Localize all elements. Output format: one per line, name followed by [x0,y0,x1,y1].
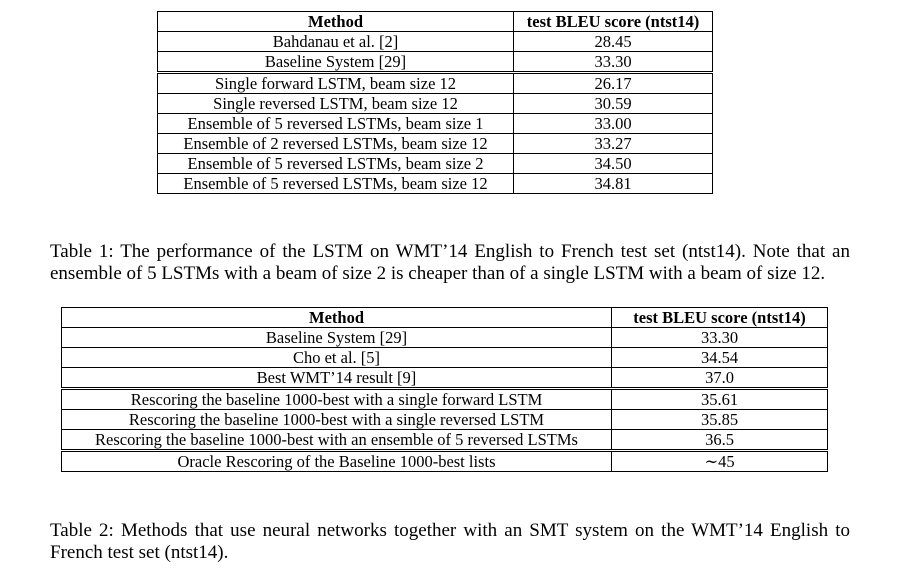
table-row [62,368,828,389]
score-cell: 34.50 [514,154,713,174]
method-cell: Baseline System [29] [158,52,514,73]
table-row [158,52,713,73]
table-row [62,430,828,451]
results-table-2 [61,307,828,472]
method-cell: Baseline System [29] [62,328,612,348]
score-cell: 35.85 [612,410,828,430]
method-cell: Rescoring the baseline 1000-best with a single reversed LSTM [62,410,612,430]
results-table-1 [157,11,713,194]
table-1-caption: Table 1: The performance of the LSTM on WMT’14 English to French test set (ntst14). Note that an ensemble of 5 LSTMs with a beam of size 2 is cheaper than of a single LSTM with a beam of size 12. [50,241,850,284]
method-cell: Cho et al. [5] [62,348,612,368]
table-row [158,114,713,134]
table-2-caption: Table 2: Methods that use neural networks together with an SMT system on the WMT’14 English to French test set (ntst14). [50,520,850,563]
score-cell: 30.59 [514,94,713,114]
score-cell: 33.00 [514,114,713,134]
table-header-row [62,308,828,328]
table-row [62,410,828,430]
score-cell: 33.30 [612,328,828,348]
best-score-cell: 36.5 [612,430,828,451]
score-cell: ∼45 [612,451,828,472]
header-score: test BLEU score (ntst14) [612,308,828,328]
table-row [158,134,713,154]
method-cell: Rescoring the baseline 1000-best with a single forward LSTM [62,389,612,410]
method-cell: Rescoring the baseline 1000-best with an ensemble of 5 reversed LSTMs [62,430,612,451]
table-row [158,73,713,94]
method-cell: Ensemble of 5 reversed LSTMs, beam size 12 [158,174,514,194]
table-row [62,348,828,368]
method-cell: Single forward LSTM, beam size 12 [158,73,514,94]
table-row [62,451,828,472]
table-row [158,32,713,52]
method-cell: Single reversed LSTM, beam size 12 [158,94,514,114]
score-cell: 35.61 [612,389,828,410]
table-row [62,389,828,410]
score-cell: 28.45 [514,32,713,52]
header-method: Method [62,308,612,328]
table-row [158,94,713,114]
header-score: test BLEU score (ntst14) [514,12,713,32]
score-cell: 33.27 [514,134,713,154]
table-row [158,174,713,194]
score-cell: 34.54 [612,348,828,368]
table-row [158,154,713,174]
method-cell: Ensemble of 5 reversed LSTMs, beam size 2 [158,154,514,174]
method-cell: Bahdanau et al. [2] [158,32,514,52]
method-cell: Best WMT’14 result [9] [62,368,612,389]
method-cell: Ensemble of 5 reversed LSTMs, beam size 1 [158,114,514,134]
score-cell: 33.30 [514,52,713,73]
best-score-cell: 34.81 [514,174,713,194]
table-header-row [158,12,713,32]
score-cell: 26.17 [514,73,713,94]
table-row [62,328,828,348]
best-score-cell: 37.0 [612,368,828,389]
method-cell: Oracle Rescoring of the Baseline 1000-best lists [62,451,612,472]
method-cell: Ensemble of 2 reversed LSTMs, beam size 12 [158,134,514,154]
header-method: Method [158,12,514,32]
